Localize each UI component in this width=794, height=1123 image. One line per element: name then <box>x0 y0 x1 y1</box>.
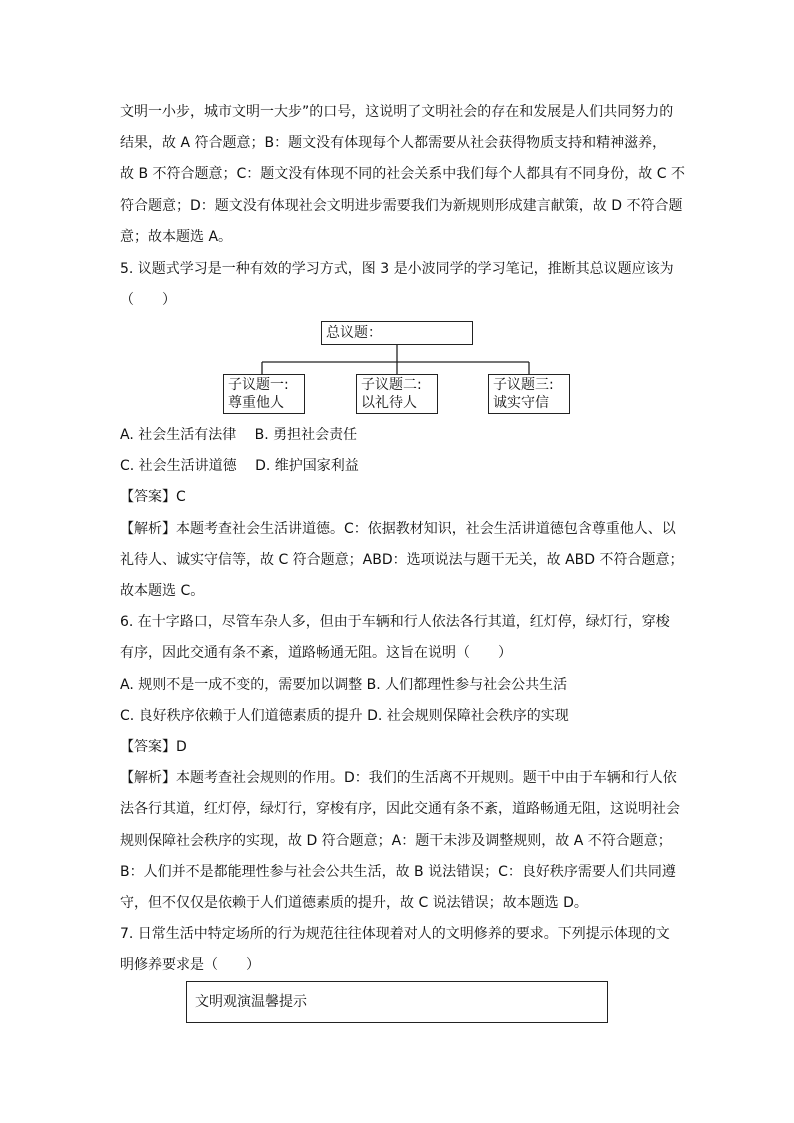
text-line: 意；故本题选 A。 <box>120 229 233 245</box>
sub-issue-box-3 <box>488 374 570 414</box>
text-line: 故 B 不符合题意；C：题文没有体现不同的社会关系中我们每个人都具有不同身份，故 C 不 <box>120 166 685 182</box>
answer-label: 【答案】C <box>120 489 186 505</box>
main-issue-box <box>321 321 473 345</box>
sub-issue-box-2 <box>356 374 438 414</box>
question-7-cont: 明修养要求是（ ） <box>120 957 260 973</box>
analysis-line: 法各行其道，红灯停，绿灯行，穿梭有序，因此交通有条不紊，道路畅通无阻，这说明社会 <box>120 801 680 817</box>
answer-blank: （ ） <box>120 292 176 308</box>
analysis-line: 故本题选 C。 <box>120 583 205 599</box>
analysis-line: 规则保障社会秩序的实现，故 D 符合题意；A：题干未涉及调整规则，故 A 不符合题意； <box>120 833 672 849</box>
options-row: A. 社会生活有法律 B. 勇担社会责任 <box>120 427 358 443</box>
sub-issue-3-text: 诚实守信 <box>493 395 549 411</box>
sub-issue-box-1 <box>223 374 305 414</box>
answer-label: 【答案】D <box>120 739 187 755</box>
text-line: 结果，故 A 符合题意；B：题文没有体现每个人都需要从社会获得物质支持和精神滋养， <box>120 135 667 151</box>
sub-issue-1-title: 子议题一: <box>228 377 289 393</box>
sub-issue-1-text: 尊重他人 <box>228 395 284 411</box>
question-6-cont: 有序，因此交通有条不紊，道路畅通无阻。这旨在说明（ ） <box>120 645 512 661</box>
question-7: 7. 日常生活中特定场所的行为规范往往体现着对人的文明修养的要求。下列提示体现的文 <box>120 926 670 942</box>
analysis-line: B：人们并不是都能理性参与社会公共生活，故 B 说法错误；C：良好秩序需要人们共同遵 <box>120 864 676 880</box>
options-row: C. 社会生活讲道德 D. 维护国家利益 <box>120 458 359 474</box>
analysis-line: 【解析】本题考查社会生活讲道德。C：依据教材知识，社会生活讲道德包含尊重他人、以 <box>120 521 676 537</box>
question-6: 6. 在十字路口，尽管车杂人多，但由于车辆和行人依法各行其道，红灯停，绿灯行，穿梭 <box>120 614 670 630</box>
tip-box <box>186 981 608 1023</box>
tip-box-title: 文明观演温馨提示 <box>195 994 307 1010</box>
analysis-line: 礼待人、诚实守信等，故 C 符合题意；ABD：选项说法与题干无关，故 ABD 不符合题意； <box>120 552 684 568</box>
analysis-line: 守，但不仅仅是依赖于人们道德素质的提升，故 C 说法错误；故本题选 D。 <box>120 895 588 911</box>
sub-issue-2-title: 子议题二: <box>361 377 422 393</box>
sub-issue-3-title: 子议题三: <box>493 377 554 393</box>
main-issue-label: 总议题： <box>326 325 382 341</box>
analysis-line: 【解析】本题考查社会规则的作用。D：我们的生活离不开规则。题干中由于车辆和行人依 <box>120 770 677 786</box>
options-row: C. 良好秩序依赖于人们道德素质的提升 D. 社会规则保障社会秩序的实现 <box>120 708 569 724</box>
options-row: A. 规则不是一成不变的，需要加以调整 B. 人们都理性参与社会公共生活 <box>120 677 568 693</box>
text-line: 文明一小步，城市文明一大步”的口号，这说明了文明社会的存在和发展是人们共同努力的 <box>120 104 674 120</box>
question-5: 5. 议题式学习是一种有效的学习方式，图 3 是小波同学的学习笔记，推断其总议题应该为 <box>120 261 674 277</box>
sub-issue-2-text: 以礼待人 <box>361 395 417 411</box>
text-line: 符合题意；D：题文没有体现社会文明进步需要我们为新规则形成建言献策，故 D 不符合题 <box>120 198 683 214</box>
